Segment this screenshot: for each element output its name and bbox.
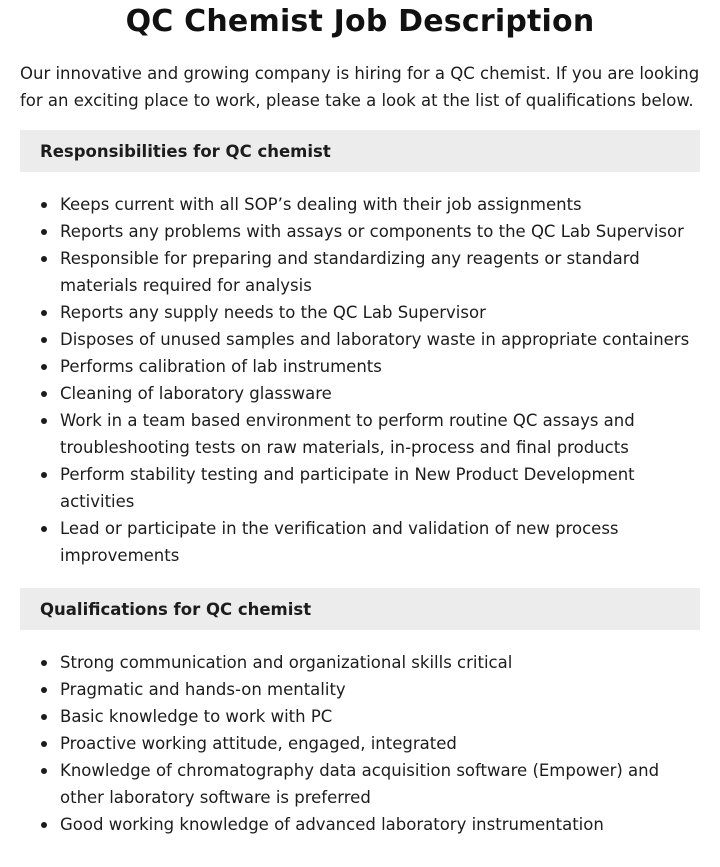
qualification-item bbox=[20, 730, 700, 757]
bullet-icon bbox=[41, 660, 47, 666]
qualification-text: Proactive working attitude, engaged, integrated bbox=[60, 734, 457, 753]
intro-paragraph: Our innovative and growing company is hiring for a QC chemist. If you are looking for an exciting place to work, please take a look at the list of qualifications below. bbox=[20, 64, 700, 110]
responsibility-text: Work in a team based environment to perform routine QC assays and troubleshooting tests on raw materials, in-process and final products bbox=[60, 411, 635, 457]
qualification-item bbox=[20, 676, 700, 703]
qualifications-heading: Qualifications for QC chemist bbox=[20, 588, 700, 630]
responsibilities-heading: Responsibilities for QC chemist bbox=[20, 130, 700, 172]
responsibility-item bbox=[20, 407, 700, 461]
qualification-item bbox=[20, 703, 700, 730]
responsibility-text: Responsible for preparing and standardizing any reagents or standard materials required for analysis bbox=[60, 249, 640, 295]
responsibility-item bbox=[20, 299, 700, 326]
qualification-text: Knowledge of chromatography data acquisition software (Empower) and other laboratory software is preferred bbox=[60, 761, 660, 807]
responsibilities-list bbox=[20, 191, 700, 569]
bullet-icon bbox=[41, 418, 47, 424]
bullet-icon bbox=[41, 202, 47, 208]
bullet-icon bbox=[41, 768, 47, 774]
bullet-icon bbox=[41, 472, 47, 478]
bullet-icon bbox=[41, 526, 47, 532]
qualification-item bbox=[20, 649, 700, 676]
bullet-icon bbox=[41, 741, 47, 747]
responsibility-text: Performs calibration of lab instruments bbox=[60, 357, 382, 376]
responsibility-item bbox=[20, 245, 700, 299]
bullet-icon bbox=[41, 687, 47, 693]
qualification-text: Pragmatic and hands-on mentality bbox=[60, 680, 346, 699]
responsibility-item bbox=[20, 380, 700, 407]
qualification-text: Strong communication and organizational skills critical bbox=[60, 653, 513, 672]
responsibility-text: Reports any problems with assays or components to the QC Lab Supervisor bbox=[60, 222, 684, 241]
bullet-icon bbox=[41, 229, 47, 235]
bullet-icon bbox=[41, 714, 47, 720]
responsibility-item bbox=[20, 515, 700, 569]
page-title: QC Chemist Job Description bbox=[125, 4, 595, 39]
bullet-icon bbox=[41, 822, 47, 828]
bullet-icon bbox=[41, 256, 47, 262]
bullet-icon bbox=[41, 364, 47, 370]
qualification-text: Good working knowledge of advanced laboratory instrumentation bbox=[60, 815, 604, 834]
responsibility-text: Perform stability testing and participate in New Product Development activities bbox=[60, 465, 635, 511]
responsibility-item bbox=[20, 461, 700, 515]
bullet-icon bbox=[41, 391, 47, 397]
responsibility-text: Cleaning of laboratory glassware bbox=[60, 384, 332, 403]
responsibility-text: Lead or participate in the verification and validation of new process improvements bbox=[60, 519, 619, 565]
qualifications-list bbox=[20, 649, 700, 838]
responsibility-text: Disposes of unused samples and laboratory waste in appropriate containers bbox=[60, 330, 690, 349]
bullet-icon bbox=[41, 337, 47, 343]
qualification-item bbox=[20, 757, 700, 811]
responsibility-item bbox=[20, 353, 700, 380]
responsibility-text: Keeps current with all SOP’s dealing with their job assignments bbox=[60, 195, 582, 214]
responsibility-item bbox=[20, 191, 700, 218]
qualification-text: Basic knowledge to work with PC bbox=[60, 707, 333, 726]
responsibility-item bbox=[20, 326, 700, 353]
responsibility-item bbox=[20, 218, 700, 245]
bullet-icon bbox=[41, 310, 47, 316]
qualification-item bbox=[20, 811, 700, 838]
responsibility-text: Reports any supply needs to the QC Lab Supervisor bbox=[60, 303, 486, 322]
